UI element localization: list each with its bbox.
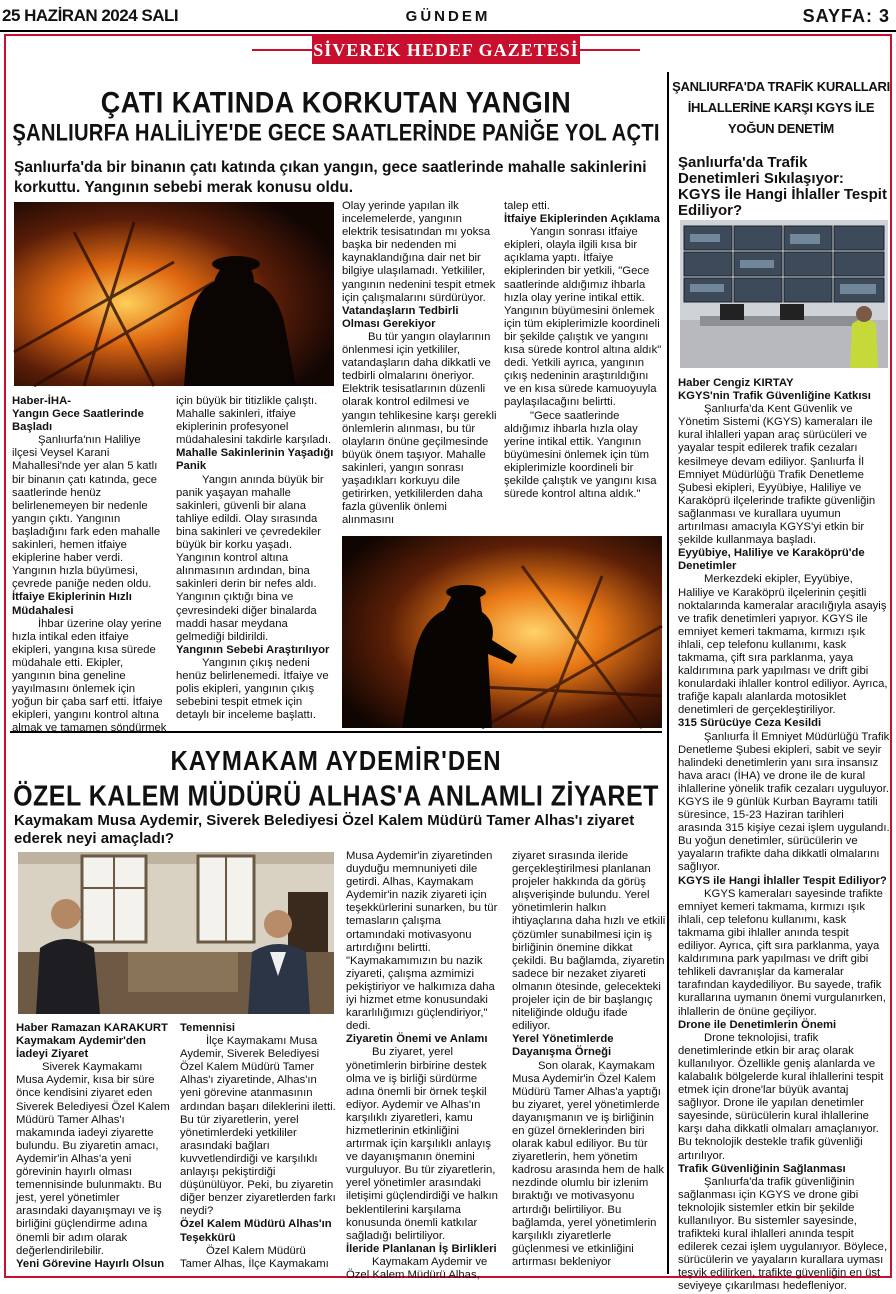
article1-col1 [12, 395, 168, 735]
sidebar-subhead: Drone ile Denetimlerin Önemi [678, 1018, 837, 1031]
article2-title-line1: KAYMAKAM AYDEMİR'DEN [170, 746, 502, 778]
article1-subhead: Vatandaşların Tedbirli Olması Gerekiyor [342, 304, 459, 330]
article1-paragraph: talep etti. [504, 200, 550, 212]
article1-subhead: Yangın Gece Saatlerinde Başladı [12, 408, 144, 434]
article1-title-line1: ÇATI KATINDA KORKUTAN YANGIN [100, 86, 572, 119]
article2-paragraph: Musa Aydemir'in ziyaretinden duyduğu memnuniyeti dile getirdi. Alhas, Kaymakam Aydemir'in nazik ziyareti için teşekkürlerini sunarken, bu tür temasların çalışma ortamındaki motivasyonu artırdığını belirtti. "Kaymakamımızın bu nazik ziyareti, çalışma azmimizi pekiştiriyor ve halkımıza daha iyi hizmet etme konusundaki kararlılığımızı güçlendiriyor," dedi. [346, 850, 498, 1033]
article1-paragraph: Olay yerinde yapılan ilk incelemelerde, yangının elektrik tesisatından mı yoksa başka bir nedenden mi kaynaklandığına dair net bir bilgiye ulaşılamadı. Yetkililer, yangının nedenini tespit etmek için çalışmalarını sürdürüyor. [342, 200, 496, 304]
article2-title-line2: ÖZEL KALEM MÜDÜRÜ ALHAS'A ANLAMLI ZİYARET [13, 780, 659, 813]
sidebar-paragraph: Merkezdeki ekipler, Eyyübiye, Haliliye ve Karaköprü ilçelerinin çeşitli noktalarında kameralar aracılığıyla asayiş ve trafik denetimleri yapıyor. KGYS ile emniyet kemeri takmama, kırmızı ışık ihlali, cep telefonu kullanımı, kask takmama, çift sıra parklanma, yaya kaldırımına park yapılması ve drift gibi konulardaki ihlaller kontrol ediliyor. Ayrıca, trafiğe kapalı alanlarda motosiklet denetimleri de gerçekleştiriliyor. [678, 573, 888, 717]
article2-subhead: İleride Planlanan İş Birlikleri [346, 1242, 497, 1255]
article1-paragraph: Yangın sonrası itfaiye ekipleri, olayla ilgili kısa bir açıklama yaptı. İtfaiye ekiplerinden bir yetkili, "Gece saatlerinde aldığımız ihbarla hızla olay yerine intikal ettik. Yangının büyümesini önlemek için tüm ekiplerimizle koordineli bir şekilde çalıştık ve yangını kısa sürede kontrol altına aldık" dedi. Yetkili ayrıca, yangının çıkış nedeninin araştırıldığını ve en kısa sürede kamuoyuyla paylaşılacağını belirtti. [504, 226, 662, 409]
article1-paragraph: için büyük bir titizlikle çalıştı. Mahalle sakinleri, itfaiye ekiplerinin profesyonel müdahalesini takdirle karşıladı. [176, 395, 332, 447]
article1-subhead: Yangının Sebebi Araştırılıyor [176, 643, 330, 656]
article2-col4 [512, 850, 666, 1274]
section-name: GÜNDEM [405, 8, 491, 25]
sidebar-paragraph: Drone teknolojisi, trafik denetimlerinde etkin bir araç olarak kullanılıyor. Özellikle geniş alanlarda ve kalabalık bölgelerde kural ihlallerini tespit etmek için drone'lar büyük avantaj sağlıyor. Drone ile yapılan denetimler sayesinde, sürücülerin kural ihlallerine karşı daha dikkatli olmaları amaçlanıyor. Bu teknolojik destekle trafik güvenliği artırılıyor. [678, 1031, 884, 1162]
article1-paragraph: Yangın anında büyük bir panik yaşayan mahalle sakinleri, güvenli bir alana tahliye edildi. Olay sırasında bina sakinleri ve çevredekiler büyük bir korku yaşadı. Yangının kontrol altına alınmasının ardından, bina sakinleri derin bir nefes aldı. Yangının çıktığı bina ve çevresindeki diğer binalarda maddi hasar meydana gelmediği bildirildi. [176, 473, 324, 643]
article1-paragraph: Yangının çıkış nedeni henüz belirlenemedi. İtfaiye ve polis ekipleri, yangının çıkış sebebini tespit etmek için detaylı bir inceleme başlattı. [176, 656, 329, 722]
sidebar-body [678, 377, 890, 1293]
article1-paragraph: İhbar üzerine olay yerine hızla intikal eden itfaiye ekipleri, yangına kısa sürede müdahale etti. Ekipler, yangının bina geneline yayılmasını önlemek için yoğun bir çaba sarf etti. İtfaiye ekipleri, yangını kontrol altına almak ve tamamen söndürmek [12, 617, 167, 735]
article1-byline: Haber-İHA- [12, 395, 71, 407]
article2-paragraph: Son olarak, Kaymakam Musa Aydemir'in Özel Kalem Müdürü Tamer Alhas'a yaptığı bu ziyaret, yerel yönetimlerde dayanışmanın ve iş birliğinin en güzel örneklerinden biri olarak kabul ediliyor. Bu tür ziyaretlerin, hem yönetim kadrosu arasında hem de halk nezdinde olumlu bir izlenim bıraktığı ve motivasyonu artırdığı belirtiliyor. Bu bağlamda, yerel yönetimlerin karşılıklı ziyaretlerle güçlenmesi ve etkinliğini artırması bekleniyor [512, 1059, 664, 1268]
kgys-control-room-photo [680, 220, 888, 368]
fire-photo-2 [342, 536, 662, 728]
sidebar-paragraph: Şanlıurfa'da trafik güvenliğinin sağlanması için KGYS ve drone gibi teknolojik sistemler etkin bir şekilde kullanılıyor. Bu sistemler sayesinde, trafikteki kural ihlalleri anında tespit edilerek cezai işlem uygulanıyor. Böylece, sürücülerin ve yayaların kurallara uyması teşvik edilirken, trafikte güvenliğin en üst seviyeye çıkarılması hedefleniyor. [678, 1175, 888, 1293]
sidebar-title: ŞANLIURFA'DA TRAFİK KURALLARI İHLALLERİNE KARŞI KGYS İLE YOĞUN DENETİM [672, 79, 890, 136]
sidebar-subhead: KGYS ile Hangi İhlaller Tespit Ediliyor? [678, 874, 887, 887]
article2-paragraph: İlçe Kaymakamı Musa Aydemir, Siverek Belediyesi Özel Kalem Müdürü Tamer Alhas'ı ziyaretinde, Alhas'ın yeni görevine atanmasının ardından başarı dileklerini iletti. Bu tür ziyaretlerin, yerel yönetimlerdeki yetkililer arasındaki bağları kuvvetlendirdiği ve karşılıklı anlayışı pekiştirdiği düşünülüyor. Peki, bu ziyaretin diğer benzer ziyaretlerden farkı neydi? [180, 1035, 336, 1218]
article1-col4 [504, 200, 662, 528]
article2-byline: Haber Ramazan KARAKURT [16, 1022, 168, 1034]
header-rule [0, 30, 896, 32]
article1-paragraph: Bu tür yangın olaylarının önlenmesi için yetkililer, vatandaşların daha dikkatli ve tedbirli olmalarını öneriyor. Elektrik tesisatlarının düzenli olarak kontrol edilmesi ve yangın tehlikesine karşı gerekli önlemlerin alınması, bu tür olayların önüne geçilmesinde büyük önem taşıyor. Mahalle sakinleri, yangın sonrası yaşadıkları korkuyu dile getirirken, yetkililerden daha fazla güvenlik önlemi alınmasını [342, 330, 497, 527]
article2-paragraph: Bu ziyaret, yerel yönetimlerin birbirine destek olma ve iş birliği sürdürme adına önemli bir örnek teşkil ediyor. Aydemir ve Alhas'ın karşılıklı ziyaretleri, kamu hizmetlerinin etkinliğini artırmak için karşılıklı anlayış ve dayanışmanın önemini vurguluyor. Bu tür ziyaretlerin, yerel yönetimler arasındaki iletişimi güçlendirdiği ve halkın beklentilerini karşılama konusunda önemli katkılar sağladığı belirtiliyor. [346, 1046, 498, 1242]
article1-paragraph: Şanlıurfa'nın Haliliye ilçesi Veysel Karani Mahallesi'nde yer alan 5 katlı bir binanın çatı katında, gece saatlerinde henüz belirlenemeyen bir nedenle yangın çıktı. Yangının başladığını fark eden mahalle sakinleri, hemen itfaiye ekiplerine haber verdi. Yangının hızla büyümesi, çevrede paniğe neden oldu. [12, 434, 161, 591]
article1-col3 [342, 200, 498, 528]
sidebar-subhead: 315 Sürücüye Ceza Kesildi [678, 717, 822, 730]
article1-col2 [176, 395, 334, 725]
article1-paragraph: "Gece saatlerinde aldığımız ihbarla hızla olay yerine intikal ettik. Yangının büyümesini önlemek için tüm ekiplerimizle koordineli bir şekilde çalıştık ve yangını kısa sürede kontrol altına aldık." [504, 409, 657, 501]
issue-date: 25 HAZİRAN 2024 SALI [2, 6, 179, 25]
sidebar-byline: Haber Cengiz KIRTAY [678, 377, 794, 389]
article2-subhead: Kaymakam Aydemir'den İadeyi Ziyaret [16, 1035, 146, 1061]
sidebar-paragraph: Şanlıurfa'da Kent Güvenlik ve Yönetim Sistemi (KGYS) kameraları ile kural ihlalleri yapan araç sürücüleri ve yayalar tespit edilerek trafik cezaları kesilmeye devam ediliyor. Şanlıurfa İl Emniyet Müdürlüğü Trafik Denetleme Şubesi ekipleri, Eyyübiye, Haliliye ve Karaköprü ilçelerinde trafikte güvenliğin sağlanması ve kurallara uyumun artırılması amacıyla KGYS'yi etkin bir şekilde kullanmaya başladı. [678, 403, 876, 547]
article2-paragraph: Siverek Kaymakamı Musa Aydemir, kısa bir süre önce kendisini ziyaret eden Siverek Belediyesi Özel Kalem Müdürü Tamer Alhas'ı makamında iadeyi ziyarette bulundu. Bu ziyaretin amacı, Aydemir'in Alhas'a yeni görevinin hayırlı olması temennisinde bulunmaktı. Bu jest, yerel yönetimler arasındaki dayanışmayı ve iş birliğini güçlendirme adına önemli bir adım olarak değerlendirilebilir. [16, 1061, 170, 1257]
article2-paragraph: Kaymakam Aydemir ve Özel Kalem Müdürü Alhas, [346, 1255, 488, 1281]
article2-col1 [16, 1022, 172, 1274]
article2-subhead: Yeni Görevine Hayırlı Olsun [16, 1257, 165, 1270]
sidebar-paragraph: KGYS kameraları sayesinde trafikte emniyet kemeri takmama, kırmızı ışık ihlali, cep telefonu kullanımı, kask takmama gibi ihlaller anında tespit ediliyor. Ayrıca, çift sıra parklanma, yaya kaldırımına park yapılması ve drift gibi tehlikeli davranışlar da kameralar tarafından kaydediliyor. Bu sayede, trafik kurallarına uymanın önemi vurgulanırken, ihlallerin de önüne geçiliyor. [678, 887, 886, 1018]
page-number: SAYFA: 3 [802, 6, 890, 26]
sidebar-subhead: Trafik Güvenliğinin Sağlanması [678, 1162, 846, 1175]
article1-subhead: İtfaiye Ekiplerinin Hızlı Müdahalesi [12, 591, 132, 617]
article2-subhead: Yerel Yönetimlerde Dayanışma Örneği [512, 1033, 614, 1059]
article1-title-line2: ŞANLIURFA HALİLİYE'DE GECE SAATLERİNDE PANİĞE YOL AÇTI [12, 120, 660, 147]
article2-subhead: Özel Kalem Müdürü Alhas'ın Teşekkürü [180, 1218, 332, 1244]
article2-subhead: Temennisi [180, 1022, 236, 1034]
article2-paragraph: ziyaret sırasında ileride gerçekleştirilmesi planlanan projeler hakkında da görüş alışverişinde bulundu. Yerel yönetimlerin halkın ihtiyaçlarına daha hızlı ve etkili çözümler sunabilmesi için iş birliğinin önemine dikkat çekildi. Bu bağlamda, ziyaretin sadece bir nezaket ziyareti olmanın ötesinde, gelecekteki projeler için de bir başlangıç niteliğinde olduğu ifade ediliyor. [512, 850, 666, 1033]
article2-col2 [180, 1022, 336, 1274]
sidebar-divider [667, 72, 669, 1274]
article1-subhead: Mahalle Sakinlerinin Yaşadığı Panik [176, 447, 334, 473]
sidebar-lead: Şanlıurfa'da Trafik Denetimleri Sıkılaşıyor: KGYS İle Hangi İhlaller Tespit Ediliyor? [678, 154, 887, 219]
meeting-photo [18, 852, 334, 1014]
article1-subhead: İtfaiye Ekiplerinden Açıklama [504, 213, 660, 226]
fire-photo-1 [14, 202, 334, 386]
article1-lead: Şanlıurfa'da bir binanın çatı katında çıkan yangın, gece saatlerinde mahalle sakinlerini korkuttu. Yangının sebebi merak konusu oldu. [14, 159, 647, 196]
article2-col3 [346, 850, 502, 1281]
newspaper-banner: SİVEREK HEDEF GAZETESİ [312, 36, 580, 64]
sidebar-subhead: KGYS'nin Trafik Güvenliğine Katkısı [678, 390, 871, 403]
article2-subhead: Ziyaretin Önemi ve Anlamı [346, 1033, 488, 1046]
article2-lead: Kaymakam Musa Aydemir, Siverek Belediyesi Özel Kalem Müdürü Tamer Alhas'ı ziyaret ederek neyi amaçladı? [14, 812, 635, 847]
page-header [0, 6, 896, 28]
sidebar-subhead: Eyyübiye, Haliliye ve Karaköprü'de Denetimler [678, 547, 865, 573]
article2-paragraph: Özel Kalem Müdürü Tamer Alhas, İlçe Kaymakamı [180, 1244, 329, 1270]
sidebar-paragraph: Şanlıurfa İl Emniyet Müdürlüğü Trafik Denetleme Şubesi ekipleri, sabit ve seyir halindeki denetimlerin yanı sıra insansız hava aracı (İHA) ve drone ile de kural ihlallerine yönelik trafik cezaları uyguluyor. KGYS ile 9 günlük Kurban Bayramı tatili süresince, 15-23 Haziran tarihleri arasında 315 kişiye cezai işlem uygulandı. Bu yoğun denetimler, sürücülerin ve yayaların trafikte daha dikkatli olmalarını sağlıyor. [678, 730, 890, 874]
